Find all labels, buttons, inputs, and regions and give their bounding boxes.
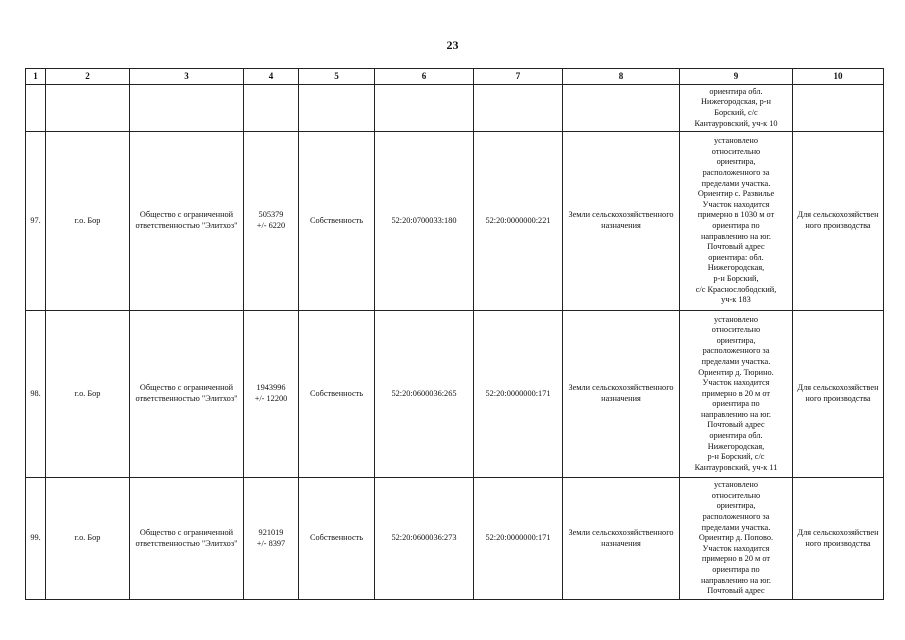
cell-empty <box>563 85 680 132</box>
cell-empty <box>26 85 46 132</box>
header-row <box>26 69 884 85</box>
land-registry-table <box>25 68 884 600</box>
cell-address: установлено относительно ориентира, расположенного за пределами участка. Ориентир с. Развилье Участок находится примерно в 1030 м от ориентира по направлению на юг. Почтовый адрес ориентира: обл. Нижегородская, р-н Борский, с/с Краснослободский, уч-к 183 <box>680 132 793 311</box>
cell-location: г.о. Бор <box>46 132 130 311</box>
cell-empty <box>130 85 244 132</box>
cell-address: установлено относительно ориентира, расположенного за пределами участка. Ориентир д. Попово. Участок находится примерно в 20 м от ориентира по направлению на юг. Почтовый адрес <box>680 478 793 600</box>
cell-owner: Общество с ограниченной ответственностью "Элитхоз" <box>130 311 244 478</box>
cell-parent-cadastral-number: 52:20:0000000:221 <box>474 132 563 311</box>
cell-location: г.о. Бор <box>46 311 130 478</box>
cell-address-continuation: ориентира обл. Нижегородская, р-н Борский, с/с Кантауровский, уч-к 10 <box>680 85 793 132</box>
cell-cadastral-number: 52:20:0600036:265 <box>375 311 474 478</box>
header-col-2: 2 <box>46 69 130 85</box>
cell-land-category: Земли сельскохозяйственного назначения <box>563 311 680 478</box>
header-col-10: 10 <box>793 69 884 85</box>
header-col-7: 7 <box>474 69 563 85</box>
cell-cadastral-number: 52:20:0600036:273 <box>375 478 474 600</box>
header-col-6: 6 <box>375 69 474 85</box>
cell-row-number: 98. <box>26 311 46 478</box>
cell-location: г.о. Бор <box>46 478 130 600</box>
cell-owner: Общество с ограниченной ответственностью "Элитхоз" <box>130 478 244 600</box>
header-col-4: 4 <box>244 69 299 85</box>
cell-empty <box>375 85 474 132</box>
cell-permitted-use: Для сельскохозяйствен ного производства <box>793 132 884 311</box>
cell-row-number: 99. <box>26 478 46 600</box>
cell-right-type: Собственность <box>299 311 375 478</box>
cell-land-category: Земли сельскохозяйственного назначения <box>563 478 680 600</box>
header-col-3: 3 <box>130 69 244 85</box>
cell-empty <box>244 85 299 132</box>
cell-empty <box>299 85 375 132</box>
page-number: 23 <box>446 38 459 52</box>
cell-right-type: Собственность <box>299 132 375 311</box>
cell-empty <box>474 85 563 132</box>
cell-parent-cadastral-number: 52:20:0000000:171 <box>474 478 563 600</box>
header-col-1: 1 <box>26 69 46 85</box>
cell-permitted-use: Для сельскохозяйствен ного производства <box>793 311 884 478</box>
cell-row-number: 97. <box>26 132 46 311</box>
cell-cadastral-number: 52:20:0700033:180 <box>375 132 474 311</box>
header-col-9: 9 <box>680 69 793 85</box>
cell-area: 921019 +/- 8397 <box>244 478 299 600</box>
cell-area: 505379 +/- 6220 <box>244 132 299 311</box>
cell-empty <box>793 85 884 132</box>
cell-area: 1943996 +/- 12200 <box>244 311 299 478</box>
cell-owner: Общество с ограниченной ответственностью "Элитхоз" <box>130 132 244 311</box>
cell-right-type: Собственность <box>299 478 375 600</box>
header-col-8: 8 <box>563 69 680 85</box>
table-row-continuation <box>26 85 884 132</box>
cell-parent-cadastral-number: 52:20:0000000:171 <box>474 311 563 478</box>
table-row <box>26 132 884 311</box>
cell-address: установлено относительно ориентира, расположенного за пределами участка. Ориентир д. Тюрино. Участок находится примерно в 20 м от ориентира по направлению на юг. Почтовый адрес ориентира обл. Нижегородская, р-н Борский, с/с Кантауровский, уч-к 11 <box>680 311 793 478</box>
header-col-5: 5 <box>299 69 375 85</box>
table-row <box>26 311 884 478</box>
cell-permitted-use: Для сельскохозяйствен ного производства <box>793 478 884 600</box>
cell-land-category: Земли сельскохозяйственного назначения <box>563 132 680 311</box>
table-row <box>26 478 884 600</box>
cell-empty <box>46 85 130 132</box>
